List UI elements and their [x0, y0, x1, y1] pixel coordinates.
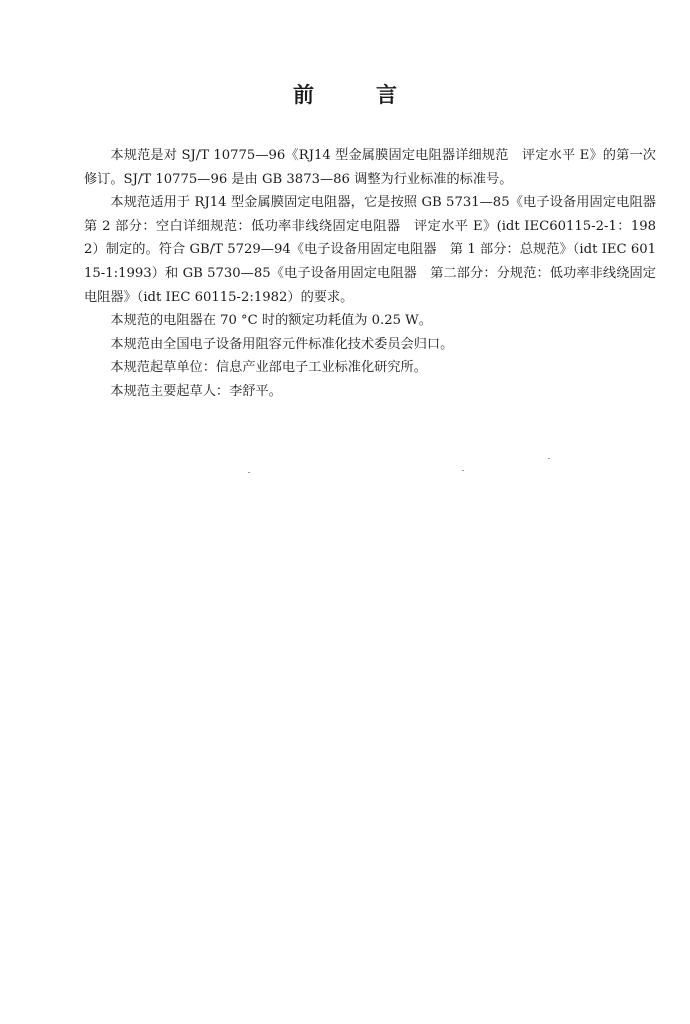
- paragraph-committee: 本规范由全国电子设备用阻容元件标准化技术委员会归口。: [110, 336, 454, 352]
- paragraph-drafter: 本规范主要起草人：李舒平。: [110, 383, 282, 399]
- scan-speck: [462, 470, 464, 471]
- paragraph-scope: 本规范适用于 RJ14 型金属膜固定电阻器，它是按照 GB 5731—85《电子设备用固定电阻器 第 2 部分：空白详细规范：低功率非线绕固定电阻器 评定水平 E》(idt IEC60115-2-1：1982）制定的。符合 GB/T 5729—94《电子设备用固定电阻器 第 1 部分：总规范》（idt IEC 60115-1:1993）和 GB 5730—85《电子设备用固定电阻器 第二部分：分规范：低功率非线绕固定电阻器》（idt IEC 60115-2:1982）的要求。: [84, 195, 670, 305]
- paragraph-rated-power: 本规范的电阻器在 70 °C 时的额定功耗值为 0.25 W。: [110, 313, 432, 329]
- scan-speck: [248, 472, 250, 473]
- paragraph-revision: 本规范是对 SJ/T 10775—96《RJ14 型金属膜固定电阻器详细规范 评定水平 E》的第一次修订。SJ/T 10775—96 是由 GB 3873—86 调整为行业标准的标准号。: [84, 148, 656, 187]
- page-title: [0, 80, 690, 110]
- paragraph-drafting-unit: 本规范起草单位：信息产业部电子工业标准化研究所。: [110, 360, 427, 376]
- page-title-char-1: 前: [293, 82, 376, 107]
- page-title-char-2: 言: [376, 82, 459, 107]
- foreword-body: [84, 144, 670, 404]
- scan-speck: [548, 458, 550, 459]
